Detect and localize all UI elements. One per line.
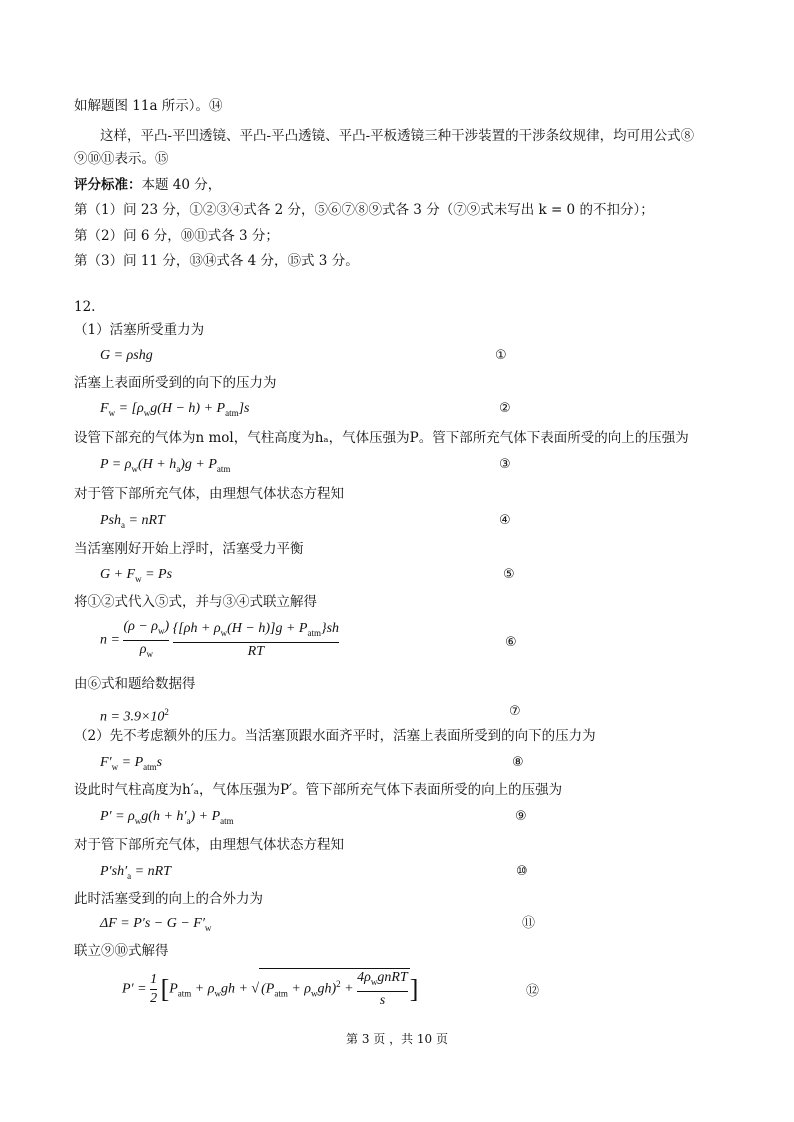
equation-marker: ⑩	[516, 864, 528, 879]
text-line: 对于管下部所充气体，由理想气体状态方程知	[74, 837, 344, 853]
equation-5: $G + F_w = Ps$	[100, 567, 173, 584]
text-line: （1）活塞所受重力为	[74, 322, 205, 338]
equation-6: n = $\frac{(\rho - \rho_w)}{\rho_w}$ $\frac{\{[\rho h + \rho_w(H - h)]g + P_{atm}\}sh}{RT}$	[100, 618, 339, 663]
equation-8: $F'_w = P_{atm}s$	[100, 755, 163, 772]
text-line: 此时活塞受到的向上的合外力为	[74, 891, 263, 907]
equation-4: Psh$_a$ = nRT	[100, 513, 165, 530]
equation-9: $P' = \rho_wg(h + h'_a) + P_{atm}$	[100, 809, 234, 826]
text-line: 第（1）问 23 分，①②③④式各 2 分，⑤⑥⑦⑧⑨式各 3 分（⑦⑨式未写出 k = 0 的不扣分）；	[74, 202, 654, 218]
text-line: ⑨⑩⑪表示。⑮	[74, 151, 169, 167]
scoring-label: 评分标准：	[74, 177, 142, 193]
equation-marker: ④	[499, 513, 511, 528]
equation-3: $P = \rho_w(H + h_a)g + P_{atm}$	[100, 457, 231, 474]
equation-marker: ⑦	[509, 704, 521, 719]
equation-12: P′ = $\frac{1}{2}$ [$P_{atm} + \rho_wgh$ + √ $(P_{atm} + \rho_wgh)^2$ + $\frac{4\rho_wgnRT}{s}$ ]	[122, 970, 419, 1008]
equation-1: G = ρshg	[100, 348, 153, 363]
equation-marker: ⑪	[522, 916, 536, 931]
equation-marker: ③	[499, 457, 511, 472]
text-line: 联立⑨⑩式解得	[74, 943, 169, 959]
equation-7: $n = 3.9\times 10^2$	[100, 707, 169, 725]
equation-marker: ②	[499, 401, 511, 416]
equation-10: $P'sh'_a$ = nRT	[100, 864, 171, 881]
equation-marker: ①	[495, 348, 507, 363]
text-line: 设管下部充的气体为n mol，气柱高度为hₐ，气体压强为P。管下部所充气体下表面所受的向上的压强为	[74, 430, 689, 446]
equation-11: $\Delta F = P's - G - F'_w$	[100, 916, 212, 933]
equation-2: $F_w = [\rho_wg(H - h) + P_{atm}]s$	[100, 401, 250, 418]
text-line: 由⑥式和题给数据得	[74, 676, 196, 692]
scoring-header	[74, 176, 221, 194]
text-line: 这样，平凸-平凹透镜、平凸-平凸透镜、平凸-平板透镜三种干涉装置的干涉条纹规律，均可用公式⑧	[100, 128, 695, 144]
text-line: 活塞上表面所受到的向下的压力为	[74, 375, 277, 391]
text-line: 第（3）问 11 分，⑬⑭式各 4 分，⑮式 3 分。	[74, 253, 359, 269]
equation-marker: ⑨	[515, 809, 527, 824]
equation-marker: ⑧	[512, 755, 524, 770]
equation-marker: ⑥	[505, 635, 517, 650]
problem-number: 12.	[74, 299, 96, 315]
equation-marker: ⑫	[526, 984, 540, 999]
text-line: 将①②式代入⑤式，并与③④式联立解得	[74, 594, 317, 610]
text-line: 当活塞刚好开始上浮时，活塞受力平衡	[74, 541, 304, 557]
page-footer: 第 3 页 ，共 10 页	[346, 1032, 448, 1046]
text-line: 第（2）问 6 分，⑩⑪式各 3 分；	[74, 228, 279, 244]
equation-marker: ⑤	[503, 567, 515, 582]
scoring-total: 本题 40 分，	[141, 177, 222, 193]
text-line: 设此时气柱高度为h′ₐ，气体压强为P′。管下部所充气体下表面所受的向上的压强为	[74, 782, 563, 798]
text-line: 如解题图 11a 所示）。⑭	[74, 98, 223, 114]
text-line: 对于管下部所充气体，由理想气体状态方程知	[74, 486, 344, 502]
text-line: （2）先不考虑额外的压力。当活塞顶跟水面齐平时，活塞上表面所受到的向下的压力为	[74, 728, 596, 744]
